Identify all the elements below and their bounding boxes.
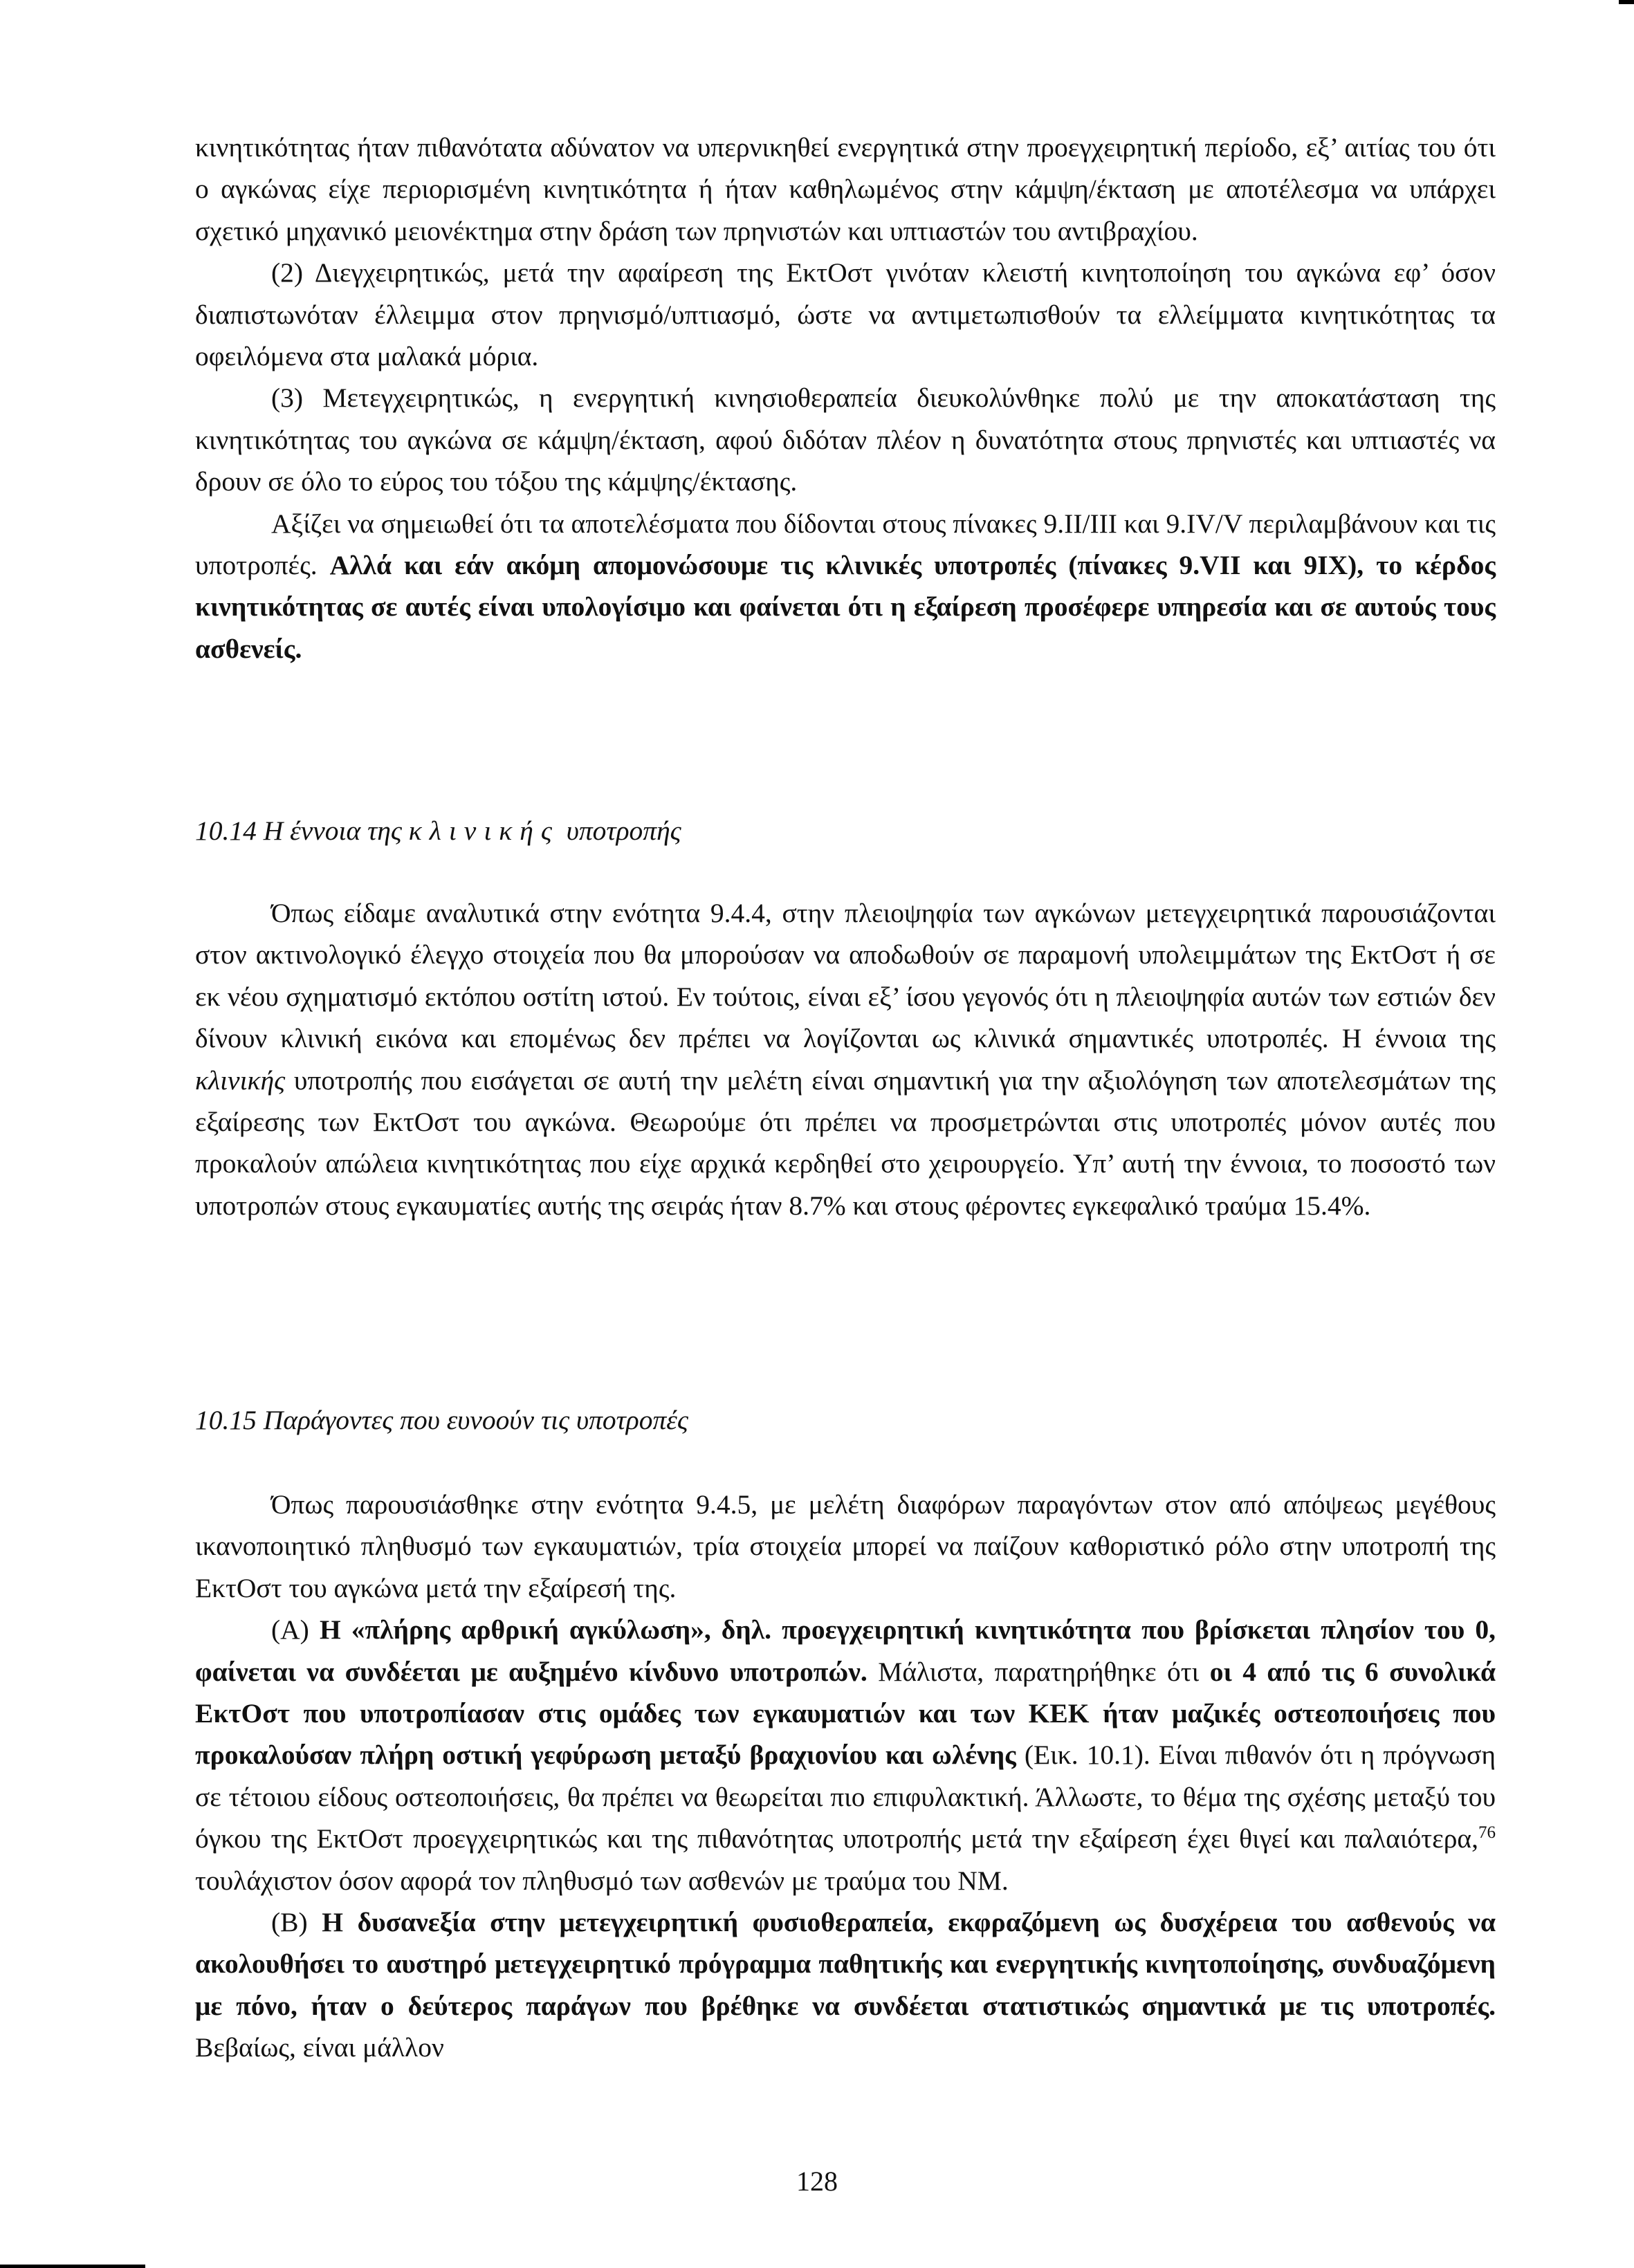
paragraph-text: Βεβαίως, είναι μάλλον <box>195 2032 444 2063</box>
body-text-block-1 <box>195 127 1496 670</box>
results-note-text: Αξίζει να σημειωθεί ότι τα αποτελέσματα που δίδονται στους πίνακες 9.II/III και 9.IV/V περιλαμβάνουν και τις υποτροπές. <box>195 508 1496 581</box>
paragraph-text: (Εικ. 10.1). Είναι πιθανόν ότι η πρόγνωση σε τέτοιου είδους οστεοποιήσεις, θα πρέπει να θεωρείται πιο επιφυλακτική. Άλλωστε, το θέμα της σχέσης μεταξύ του όγκου της ΕκτΟστ προεγχειρητικώς και της πιθανότητας υποτροπής μετά την εξαίρεση έχει θιγεί και παλαιότερα, <box>195 1740 1496 1854</box>
section-number: 10.14 <box>195 815 257 846</box>
body-text-block-3 <box>195 1484 1496 2069</box>
paragraph-results-note <box>195 503 1496 670</box>
scan-shadow-bottom-left <box>0 2265 145 2268</box>
paragraph-item-3: (3) Μετεγχειρητικώς, η ενεργητική κινησιοθεραπεία διευκολύνθηκε πολύ με την αποκατάσταση της κινητικότητας του αγκώνα σε κάμψη/έκταση, αφού διδόταν πλέον η δυνατότητα στους πρηνιστές και υπτιαστές να δρουν σε όλο το εύρος του τόξου της κάμψης/έκτασης. <box>195 382 1496 497</box>
section-title-part: υποτροπής <box>559 815 681 846</box>
section-title-spaced-word: κλινικής <box>408 815 560 846</box>
section-number: 10.15 <box>195 1405 257 1435</box>
paragraph-text: Μάλιστα, παρατηρήθηκε ότι <box>867 1656 1210 1687</box>
paragraph-text: Όπως είδαμε αναλυτικά στην ενότητα 9.4.4, στην πλειοψηφία των αγκώνων μετεγχειρητικά παρουσιάζονται στον ακτινολογικό έλεγχο στοιχεία που θα μπορούσαν να αποδωθούν σε παραμονή υπολειμμάτων της ΕκτΟστ ή σε εκ νέου σχηματισμό εκτόπου οστίτη ιστού. Εν τούτοις, είναι εξ’ ίσου γεγονός ότι η πλειοψηφία αυτών των εστιών δεν δίνουν κλινική εικόνα και επομένως δεν πρέπει να λογίζονται ως κλινικά σημαντικές υποτροπές. Η έννοια της <box>195 898 1496 1054</box>
body-text-block-2 <box>195 892 1496 1226</box>
page-number: 128 <box>796 2166 838 2197</box>
paragraph-continuation: κινητικότητας ήταν πιθανότατα αδύνατον να υπερνικηθεί ενεργητικά στην προεγχειρητική περίοδο, εξ’ αιτίας του ότι ο αγκώνας είχε περιορισμένη κινητικότητα ή ήταν καθηλωμένος στην κάμψη/έκταση με αποτέλεσμα να υπάρχει σχετικό μηχανικό μειονέκτημα στην δράση των πρηνιστών και υπτιαστών του αντιβραχίου. <box>195 132 1496 246</box>
paragraph-item-2: (2) Διεγχειρητικώς, μετά την αφαίρεση της ΕκτΟστ γινόταν κλειστή κινητοποίηση του αγκώνα εφ’ όσον διαπιστωνόταν έλλειμμα στον πρηνισμό/υπτιασμό, ώστε να αντιμετωπισθούν τα ελλείμματα κινητικότητας τα οφειλόμενα στα μαλακά μόρια. <box>195 257 1496 372</box>
factor-label: (Α) <box>271 1614 320 1645</box>
paragraph-text: τουλάχιστον όσον αφορά τον πληθυσμό των ασθενών με τραύμα του ΝΜ. <box>195 1865 1009 1896</box>
factor-label: (Β) <box>271 1907 322 1938</box>
bold-text: Η δυσανεξία στην μετεγχειρητική φυσιοθεραπεία, εκφραζόμενη ως δυσχέρεια του ασθενούς να ακολουθήσει το αυστηρό μετεγχειρητικό πρόγραμμα παθητικής και ενεργητικής κινητοποίησης, συνδυαζόμενη με πόνο, ήταν ο δεύτερος παράγων που βρέθηκε να συνδέεται στατιστικώς σημαντικά με τις υποτροπές. <box>195 1907 1496 2021</box>
paragraph-clinical-recurrence <box>195 892 1496 1226</box>
scan-shadow-top-right <box>1619 0 1634 4</box>
paragraph-factors-intro: Όπως παρουσιάσθηκε στην ενότητα 9.4.5, με μελέτη διαφόρων παραγόντων στον από απόψεως μεγέθους ικανοποιητικό πληθυσμό των εγκαυματιών, τρία στοιχεία μπορεί να παίζουν καθοριστικό ρόλο στην υποτροπή της ΕκτΟστ του αγκώνα μετά την εξαίρεσή της. <box>195 1489 1496 1603</box>
section-heading-10-15 <box>195 1399 688 1441</box>
section-title: Παράγοντες που ευνοούν τις υποτροπές <box>263 1405 688 1435</box>
results-note-bold-text: Αλλά και εάν ακόμη απομονώσουμε τις κλινικές υποτροπές (πίνακες 9.VII και 9IX), το κέρδος κινητικότητας σε αυτές είναι υπολογίσιμο και φαίνεται ότι η εξαίρεση προσέφερε υπηρεσία και σε αυτούς τους ασθενείς. <box>195 550 1496 664</box>
citation-superscript: 76 <box>1478 1823 1496 1843</box>
paragraph-text: υποτροπής που εισάγεται σε αυτή την μελέτη είναι σημαντική για την αξιολόγηση των αποτελεσμάτων της εξαίρεσης των ΕκτΟστ του αγκώνα. Θεωρούμε ότι πρέπει να προσμετρώνται στις υποτροπές μόνον αυτές που προκαλούν απώλεια κινητικότητας που είχε αρχικά κερδηθεί στο χειρουργείο. Υπ’ αυτή την έννοια, το ποσοστό των υποτροπών στους εγκαυματίες αυτής της σειράς ήταν 8.7% και στους φέροντες εγκεφαλικό τραύμα 15.4%. <box>195 1064 1496 1221</box>
italic-term: κλινικής <box>195 1064 286 1096</box>
paragraph-factor-b <box>195 1901 1496 2069</box>
paragraph-factor-a <box>195 1609 1496 1901</box>
section-heading-10-14 <box>195 810 681 851</box>
section-title-part: Η έννοια της <box>263 815 409 846</box>
bold-text: οι 4 από τις 6 συνολικά ΕκτΟστ που υποτροπίασαν στις ομάδες των εγκαυματιών και των ΚΕΚ ήταν μαζικές οστεοποιήσεις που προκαλούσαν πλήρη οστική γεφύρωση μεταξύ βραχιονίου και ωλένης <box>195 1656 1496 1771</box>
bold-text: Η «πλήρης αρθρική αγκύλωση», δηλ. προεγχειρητική κινητικότητα που βρίσκεται πλησίον του 0, φαίνεται να συνδέεται με αυξημένο κίνδυνο υποτροπών. <box>195 1614 1496 1687</box>
